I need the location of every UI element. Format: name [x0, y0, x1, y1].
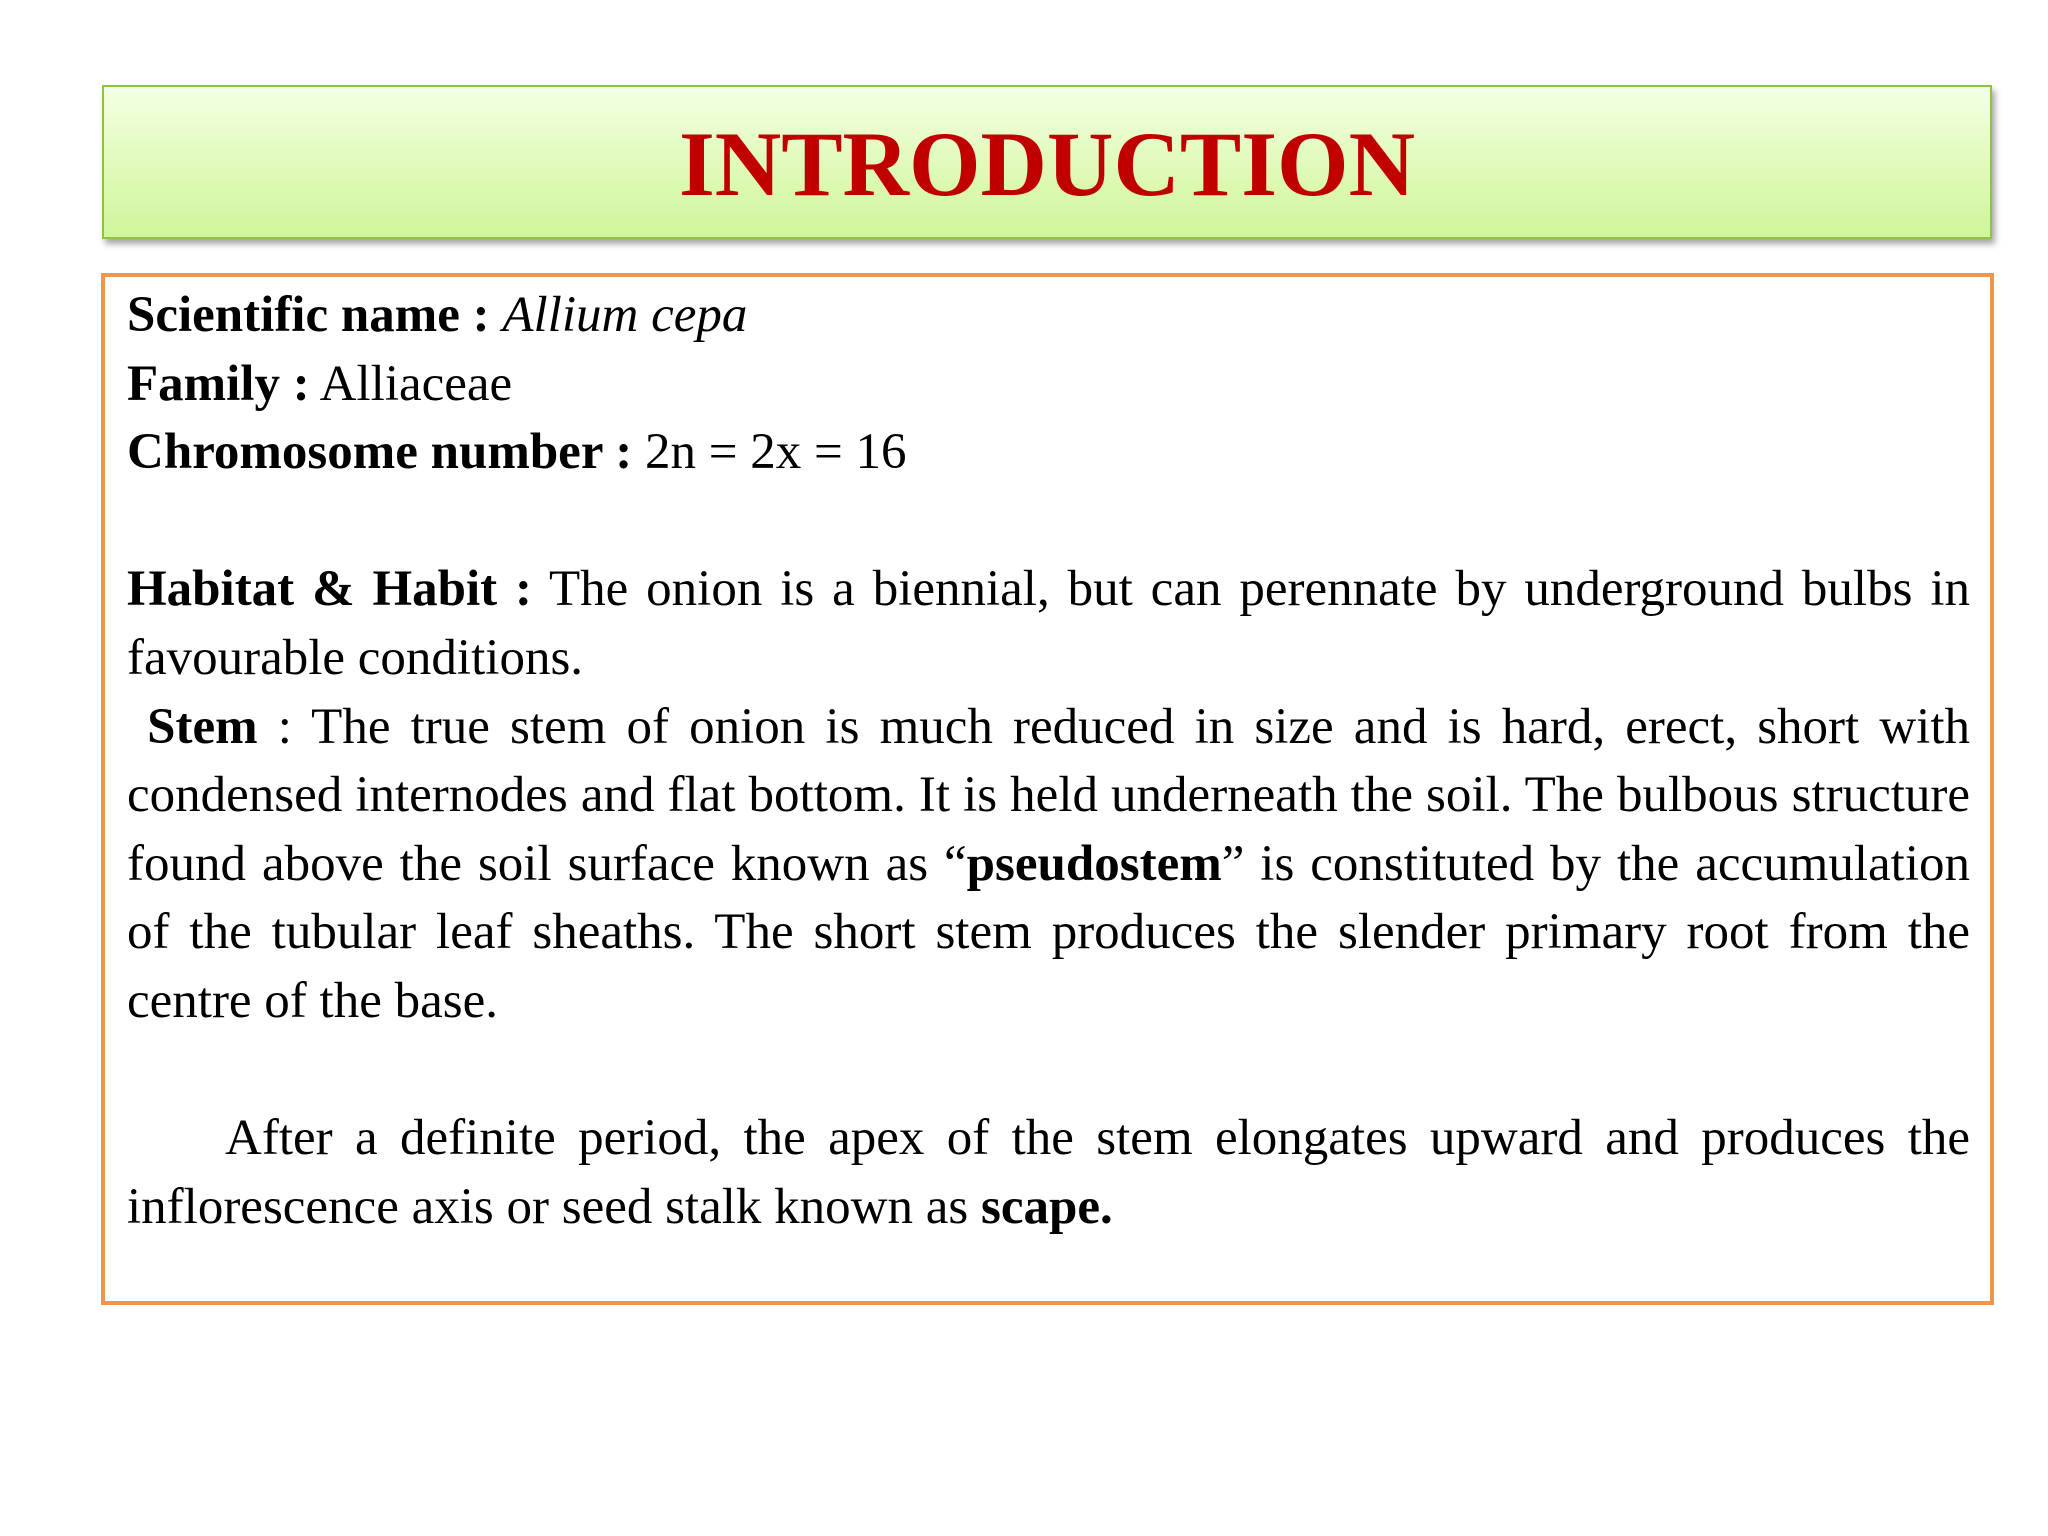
family-label: Family :	[127, 355, 310, 412]
stem-paragraph	[127, 693, 1970, 1036]
scape-term: scape.	[980, 1178, 1113, 1235]
spacer	[127, 1036, 1970, 1105]
content-panel	[101, 273, 1994, 1305]
slide-title: INTRODUCTION	[678, 113, 1416, 215]
scientific-name-label: Scientific name :	[127, 287, 490, 343]
habitat-text: The onion is a biennial, but can perennate by underground bulbs in favourable conditions.	[127, 561, 1970, 686]
stem-text-1: : The true stem of onion is much reduced in size and is hard, erect, short with condensed internodes and flat bottom. It is held underneath the soil. The bulbous structure found above the soil surface known as “	[127, 698, 1971, 892]
family-line	[127, 350, 1970, 419]
stem-label: Stem	[147, 698, 258, 755]
family-value: Alliaceae	[319, 355, 513, 412]
habitat-paragraph	[127, 555, 1970, 692]
scape-paragraph	[127, 1104, 1970, 1241]
scientific-name-value: Allium cepa	[502, 287, 748, 343]
scape-text: After a definite period, the apex of the stem elongates upward and produces the inflorescence axis or seed stalk known as	[127, 1110, 1970, 1235]
content-text	[127, 281, 1970, 1241]
habitat-label: Habitat & Habit :	[127, 561, 533, 618]
spacer	[127, 487, 1970, 556]
chromosome-label: Chromosome number :	[127, 424, 633, 481]
scientific-name-line	[127, 281, 1970, 350]
stem-text-2: ” is constituted by the accumulation of the tubular leaf sheaths. The short stem produces the slender primary root from the centre of the base.	[127, 835, 1970, 1029]
chromosome-line	[127, 418, 1970, 487]
title-banner	[102, 85, 1992, 239]
pseudostem-term: pseudostem	[966, 835, 1222, 892]
chromosome-value: 2n = 2x = 16	[645, 424, 907, 481]
